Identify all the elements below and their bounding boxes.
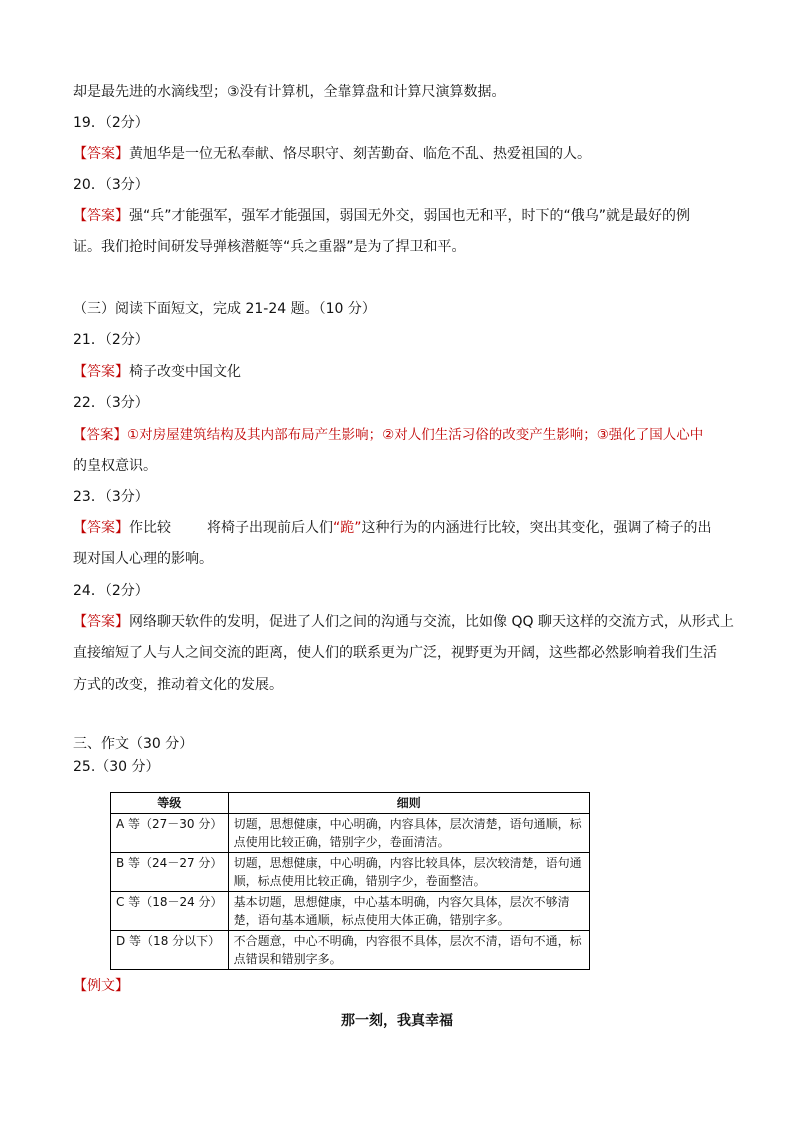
answer-23-cont: 现对国人心理的影响。	[73, 551, 213, 567]
question-19-header: 19．（2分）	[73, 115, 149, 131]
answer-tag: 【答案】	[73, 427, 127, 443]
answer-24	[73, 612, 734, 632]
question-23-header: 23．（3分）	[73, 489, 149, 505]
answer-tag: 【答案】	[73, 208, 129, 224]
answer-23-kneel: “跪”	[333, 520, 362, 536]
answer-22-text: ①对房屋建筑结构及其内部布局产生影响；②对人们生活习俗的改变产生影响；③强化了国人心中	[127, 427, 704, 443]
question-20-header: 20．（3分）	[73, 177, 149, 193]
answer-21-text: 椅子改变中国文化	[129, 364, 241, 380]
answer-20-cont: 证。我们抢时间研发导弹核潜艇等“兵之重器”是为了捍卫和平。	[73, 239, 466, 255]
table-header-criteria: 细则	[228, 793, 589, 814]
grade-cell: C 等（18－24 分）	[111, 892, 229, 931]
question-25-header: 25.（30 分）	[73, 759, 160, 775]
table-header-grade: 等级	[111, 793, 229, 814]
answer-22	[73, 425, 703, 445]
answer-23-method: 作比较	[129, 520, 171, 536]
grade-cell: D 等（18 分以下）	[111, 931, 229, 970]
criteria-cell: 基本切题，思想健康，中心基本明确，内容欠具体，层次不够清楚，语句基本通顺，标点使用大体正确，错别字多。	[228, 892, 589, 931]
answer-23-text-cont: 这种行为的内涵进行比较，突出其变化，强调了椅子的出	[361, 520, 712, 536]
answer-tag: 【答案】	[73, 146, 129, 162]
question-22-header: 22．（3分）	[73, 395, 149, 411]
answer-tag: 【答案】	[73, 614, 129, 630]
answer-20-text: 强“兵”才能强军，强军才能强国，弱国无外交，弱国也无和平，时下的“俄乌”就是最好的例	[129, 208, 691, 224]
answer-tag: 【答案】	[73, 364, 129, 380]
essay-title: 那一刻，我真幸福	[341, 1013, 453, 1029]
answer-22-cont: 的皇权意识。	[73, 458, 157, 474]
question-24-header: 24．（2分）	[73, 583, 149, 599]
answer-19	[73, 144, 591, 164]
answer-24-cont-1: 直接缩短了人与人之间交流的距离，使人们的联系更为广泛，视野更为开阔，这些都必然影响着我们生活	[73, 645, 717, 661]
grade-cell: B 等（24－27 分）	[111, 853, 229, 892]
composition-section-header: 三、作文（30 分）	[73, 736, 194, 752]
criteria-cell: 切题，思想健康，中心明确，内容具体，层次清楚，语句通顺，标点使用比较正确，错别字少，卷面清洁。	[228, 814, 589, 853]
answer-24-cont-2: 方式的改变，推动着文化的发展。	[73, 677, 283, 693]
criteria-cell: 切题，思想健康，中心明确，内容比较具体，层次较清楚，语句通顺，标点使用比较正确，错别字少，卷面整洁。	[228, 853, 589, 892]
grade-cell: A 等（27－30 分）	[111, 814, 229, 853]
answer-21	[73, 362, 241, 382]
table-header-row	[111, 793, 590, 814]
table-row	[111, 814, 590, 853]
answer-23-text: 将椅子出现前后人们	[207, 520, 333, 536]
criteria-cell: 不合题意，中心不明确，内容很不具体，层次不清，语句不通，标点错误和错别字多。	[228, 931, 589, 970]
grading-table	[110, 792, 590, 970]
text-line: 却是最先进的水滴线型；③没有计算机，全靠算盘和计算尺演算数据。	[73, 84, 506, 100]
answer-19-text: 黄旭华是一位无私奉献、恪尽职守、刻苦勤奋、临危不乱、热爱祖国的人。	[129, 146, 591, 162]
answer-20	[73, 206, 690, 226]
table-row	[111, 853, 590, 892]
table-row	[111, 931, 590, 970]
answer-23	[73, 518, 712, 538]
example-essay-tag: 【例文】	[73, 978, 129, 994]
section-3-header: （三）阅读下面短文，完成 21-24 题。（10 分）	[73, 301, 376, 317]
answer-tag: 【答案】	[73, 520, 129, 536]
question-21-header: 21．（2分）	[73, 332, 149, 348]
answer-24-text: 网络聊天软件的发明，促进了人们之间的沟通与交流，比如像 QQ 聊天这样的交流方式，从形式上	[129, 614, 734, 630]
table-row	[111, 892, 590, 931]
